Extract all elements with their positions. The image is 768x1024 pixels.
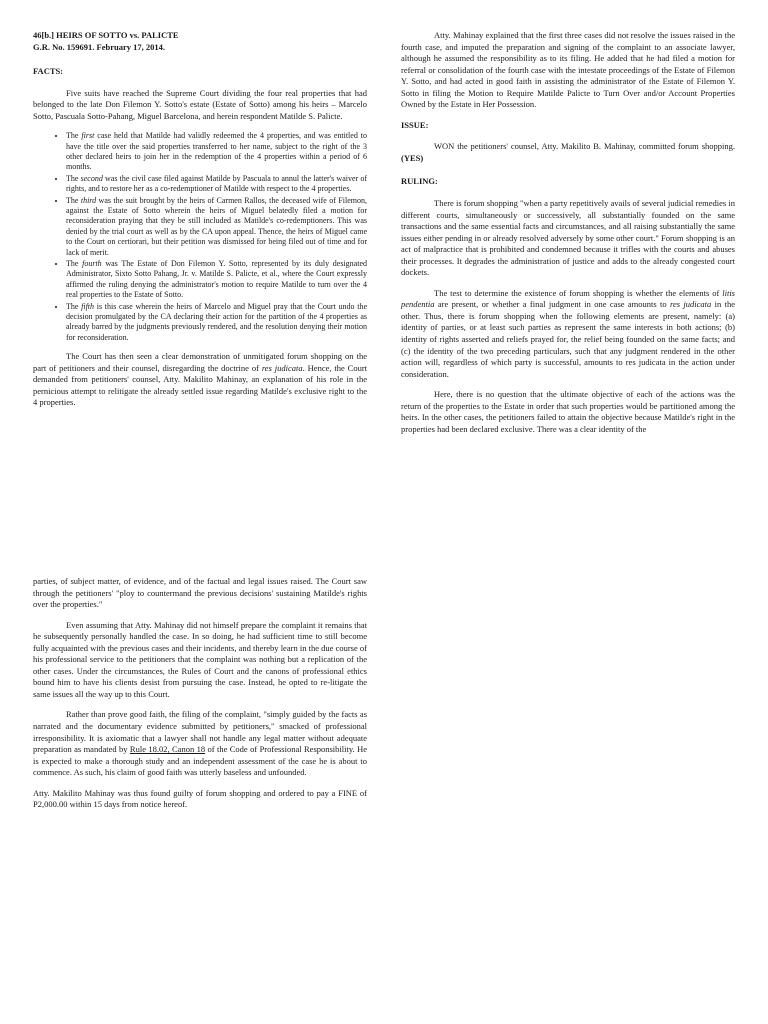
rule-citation: Rule 18.02, Canon 18 [129,744,206,755]
facts-heading: FACTS: [33,66,64,77]
explanation-paragraph: Atty. Mahinay explained that the first three cases did not resolve the issues raised in the fourth case, and imputed the preparation and signing of the complaint to an associate lawyer, although he assumed the responsibility as to its filing. He added that he had filed a motion for referral or consolidation of the fourth case with the intestate proceedings of the Estate of Filemon Y. Sotto, and had acted in good faith in assisting the administrator of the Estate of Filemon Y. Sotto in filing the Motion to Require Matilde Palicte to Turn Over and/or Account Properties Owned by the Estate in Her Possession. [401,30,735,110]
ruling-application: Here, there is no question that the ultimate objective of each of the actions was the return of the properties to the Estate in order that such properties would be partitioned among the heirs. In the other cases, the petitioners failed to attain the objective because Matilde's right in the properties had been declared exclusive. There was a clear identity of the [401,389,735,434]
left-column [33,30,367,418]
list-item: • The fourth was The Estate of Don Filemon Y. Sotto, represented by its duly designated Administrator, Sixto Sotto Pahang, Jr. v. Matilde S. Palicte, et al., where the Court expressly affirmed the ruling denying the administrator's motion to require Matilde to turn over the 4 real properties to the Estate of Sotto. [66,259,367,301]
case-header [33,30,367,53]
right-column [401,30,735,444]
ruling-test: The test to determine the existence of forum shopping is whether the elements of litis pendentia are present, or whether a final judgment in one case amounts to res judicata in the other. Thus, there is forum shopping when the following elements are present, namely: (a) identity of parties, or at least such parties as represent the same interests in both actions; (b) identity of rights asserted and reliefs prayed for, the relief being founded on the same facts; and (c) the identity of the two preceding particulars, such that any judgment rendered in the other action will, regardless of which party is successful, amounts to res judicata in the action under consideration. [401,287,735,379]
facts-paragraph-court: The Court has then seen a clear demonstration of unmitigated forum shopping on the part of petitioners and their counsel, disregarding the doctrine of res judicata. Hence, the Court demanded from petitioners' counsel, Atty. Makilito Mahinay, an explanation of his role in the pernicious attempt to relitigate the already settled issue regarding Matilde's exclusive right to the 4 properties. [33,351,368,408]
list-item: • The first case held that Matilde had validly redeemed the 4 properties, and was entitled to have the title over the said properties transferred to her name, subject to the right of the 3 other declared heirs to join her in the redemption of the 4 properties within a period of 6 months. [66,131,367,173]
list-item: • The fifth is this case wherein the heirs of Marcelo and Miguel pray that the Court undo the decision promulgated by the CA declaring their action for the partition of the 4 properties as already barred by the judgments previously rendered, and the resolution denying their motion for reconsideration. [66,302,367,344]
issue-answer: (YES) [401,152,424,163]
issue-text: WON the petitioners' counsel, Atty. Makilito B. Mahinay, committed forum shopping. (YES) [401,141,735,163]
issue-heading: ISSUE: [401,119,429,130]
list-item: • The third was the suit brought by the heirs of Carmen Rallos, the deceased wife of Filemon, against the Estate of Sotto wherein the heirs of Miguel belatedly filed a motion for reconsideration praying that they be still included as Matilde's co-redemptioners. This was denied by the trial court as well as by the CA upon appeal. Thence, the heirs of Miguel came to the Court on certiorari, but their petition was dismissed for being filed out of time and for lack of merit. [66,196,367,258]
left-column-continued [33,576,367,820]
identity-paragraph: parties, of subject matter, of evidence, and of the factual and legal issues raised. The Court saw through the petitioners' "ploy to countermand the previous decisions' sustaining Matilde's rights over the properties." [33,576,367,610]
good-faith-paragraph: Rather than prove good faith, the filing of the complaint, "simply guided by the facts as narrated and the documentary evidence submitted by petitioners," smacked of professional irresponsibility. It is axiomatic that a lawyer shall not handle any legal matter without adequate preparation as mandated by Rule 18.02, Canon 18 of the Code of Professional Responsibility. He is expected to make a thorough study and an independent assessment of the case he is about to commence. As such, his claim of good faith was utterly baseless and unfounded. [33,709,367,778]
gr-number: G.R. No. 159691. February 17, 2014. [33,41,165,52]
ruling-heading: RULING: [401,176,438,187]
case-title: 46[b.] HEIRS OF SOTTO vs. PALICTE [33,30,179,40]
list-item: • The second was the civil case filed against Matilde by Pascuala to annul the latter's waiver of rights, and to restore her as a co-redemptioner of Matilde with respect to the 4 properties. [66,174,367,195]
disposition-paragraph: Atty. Makilito Mahinay was thus found guilty of forum shopping and ordered to pay a FINE of P2,000.00 within 15 days from notice hereof. [33,787,367,810]
facts-intro: Five suits have reached the Supreme Court dividing the four real properties that had belonged to the late Don Filemon Y. Sotto's estate (Estate of Sotto) among his heirs – Marcelo Sotto, Pascuala Sotto-Pahang, Miguel Barcelona, and herein respondent Matilde S. Palicte. [33,87,367,121]
ruling-definition: There is forum shopping "when a party repetitively avails of several judicial remedies in different courts, simultaneously or successively, all substantially founded on the same transactions and the same essential facts and circumstances, and all raising substantially the same issues either pending in or already resolved adversely by some other court." Forum shopping is an act of malpractice that is prohibited and condemned because it trifles with the courts and abuses their processes. It degrades the administration of justice and adds to the already congested court dockets. [401,198,735,278]
assumption-paragraph: Even assuming that Atty. Mahinay did not himself prepare the complaint it remains that he subsequently personally handled the case. In so doing, he had sufficient time to still become fully acquainted with the previous cases and their incidents, and thereby learn in the due course of his professional service to the petitioners that the complaint was nothing but a replication of the other cases. Under the circumstances, the Rules of Court and the canons of professional ethics bound him to have his clients desist from pursuing the case. Instead, he opted to re-litigate the same issues all the way up to this Court. [33,619,367,699]
cases-list [33,131,367,343]
